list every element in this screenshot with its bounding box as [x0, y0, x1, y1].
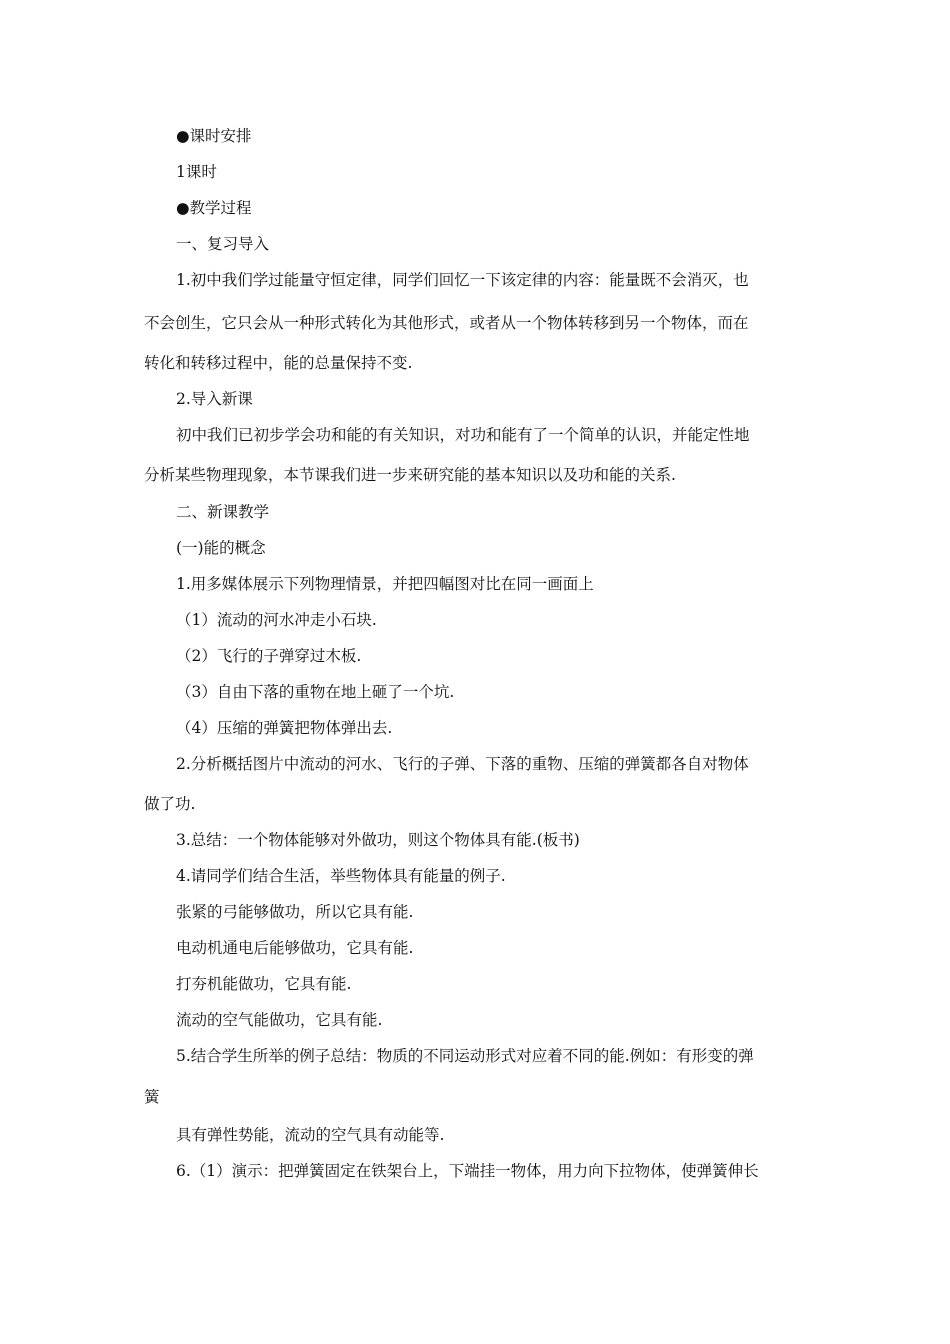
paragraph-line: 分析某些物理现象，本节课我们进一步来研究能的基本知识以及功和能的关系. [144, 466, 676, 484]
paragraph-line: 2.分析概括图片中流动的河水、飞行的子弹、下落的重物、压缩的弹簧都各自对物体 [176, 755, 749, 773]
subsection-heading: 一、复习导入 [176, 235, 270, 253]
paragraph-line: 1.初中我们学过能量守恒定律，同学们回忆一下该定律的内容：能量既不会消灭，也 [176, 271, 749, 289]
paragraph-line: 2.导入新课 [176, 390, 253, 408]
list-item: （4）压缩的弹簧把物体弹出去. [176, 719, 393, 737]
paragraph-line: 4.请同学们结合生活，举些物体具有能量的例子. [176, 867, 506, 885]
paragraph: 1课时 [176, 163, 217, 181]
paragraph-line: 初中我们已初步学会功和能的有关知识，对功和能有了一个简单的认识，并能定性地 [176, 426, 750, 444]
subsection-heading: (一)能的概念 [176, 539, 266, 557]
list-item: （1）流动的河水冲走小石块. [176, 611, 377, 629]
paragraph-line: 张紧的弓能够做功，所以它具有能. [176, 903, 414, 921]
paragraph-line: 转化和转移过程中，能的总量保持不变. [144, 354, 413, 372]
paragraph-line: 簧 [144, 1088, 160, 1106]
paragraph-line: 流动的空气能做功，它具有能. [176, 1011, 383, 1029]
section-heading-process: ●教学过程 [176, 199, 252, 217]
list-item: （2）飞行的子弹穿过木板. [176, 647, 362, 665]
paragraph-line: 电动机通电后能够做功，它具有能. [176, 939, 414, 957]
paragraph-line: 3.总结：一个物体能够对外做功，则这个物体具有能.(板书) [176, 831, 580, 849]
paragraph-line: 5.结合学生所举的例子总结：物质的不同运动形式对应着不同的能.例如：有形变的弹 [176, 1047, 754, 1065]
paragraph-line: 具有弹性势能，流动的空气具有动能等. [176, 1126, 445, 1144]
paragraph-line: 不会创生，它只会从一种形式转化为其他形式，或者从一个物体转移到另一个物体，而在 [144, 314, 749, 332]
paragraph-line: 做了功. [144, 795, 196, 813]
paragraph-line: 1.用多媒体展示下列物理情景，并把四幅图对比在同一画面上 [176, 575, 594, 593]
subsection-heading: 二、新课教学 [176, 503, 270, 521]
list-item: （3）自由下落的重物在地上砸了一个坑. [176, 683, 455, 701]
section-heading-schedule: ●课时安排 [176, 127, 252, 145]
paragraph-line: 6.（1）演示：把弹簧固定在铁架台上，下端挂一物体，用力向下拉物体，使弹簧伸长 [176, 1162, 759, 1180]
paragraph-line: 打夯机能做功，它具有能. [176, 975, 352, 993]
